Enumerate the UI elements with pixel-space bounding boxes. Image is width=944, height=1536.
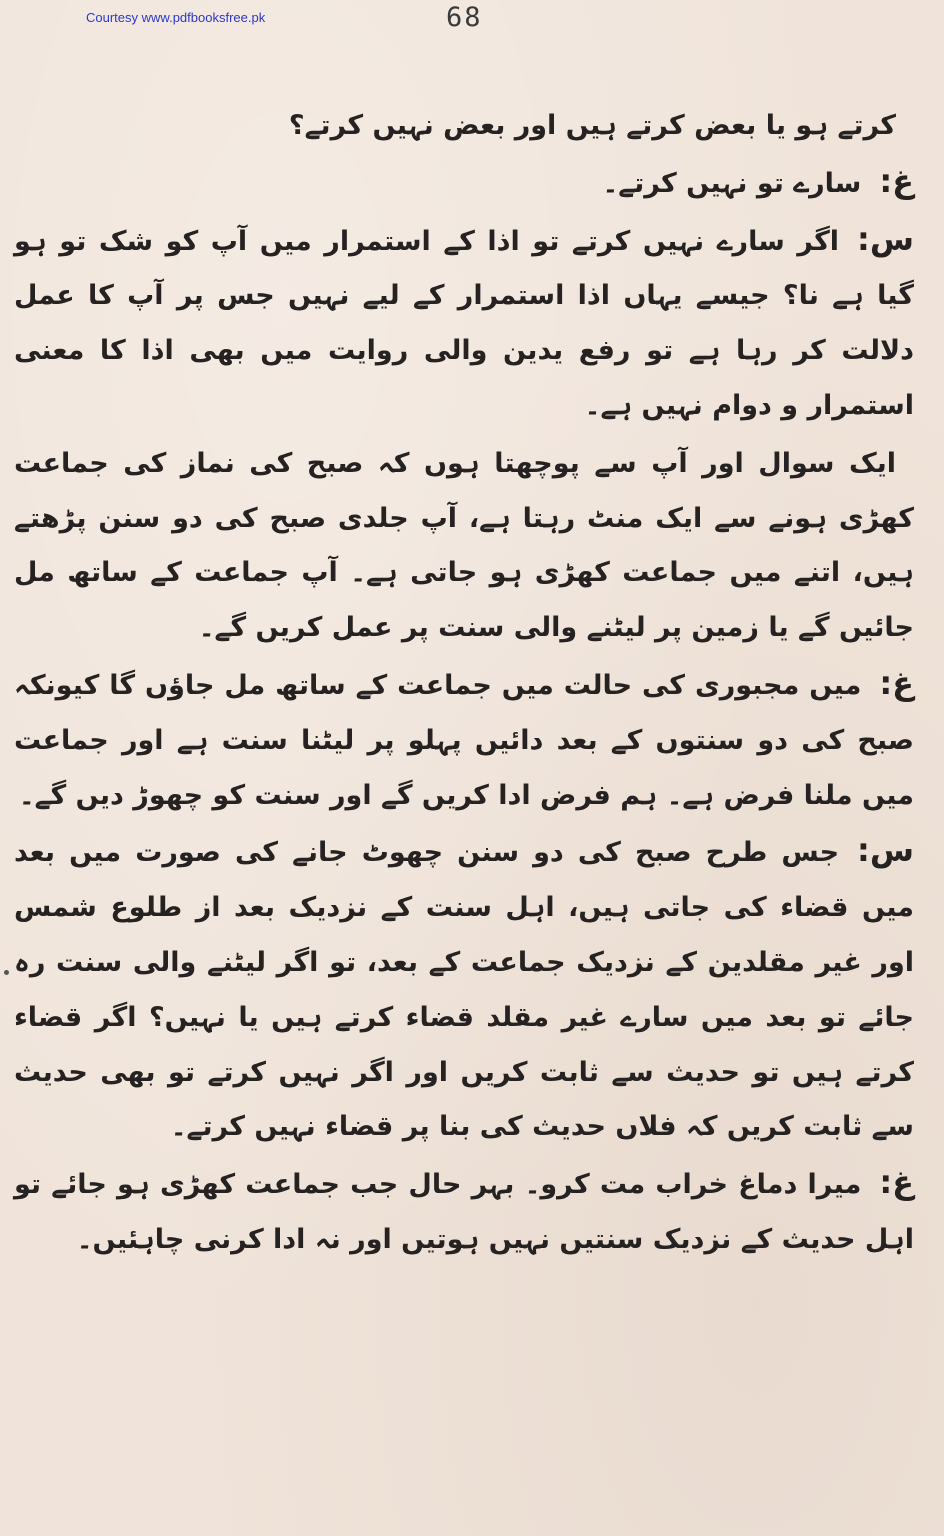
paragraph-text: جس طرح صبح کی دو سنن چھوٹ جانے کی صورت میں بعد میں قضاء کی جاتی ہیں، اہل سنت کے نزدیک بعد از طلوع شمس اور غیر مقلدین کے نزدیک جماعت کے بعد، تو اگر لیٹنے والی سنت رہ جائے تو بعد میں سارے غیر مقلد قضاء کرتے ہیں یا نہیں؟ اگر قضاء کرتے ہیں تو حدیث سے ثابت کریں اور اگر نہیں کرتے تو بھی حدیث سے ثابت کریں کہ فلاں حدیث کی بنا پر قضاء نہیں کرتے۔ xyxy=(14,837,914,1143)
page-number: 68 xyxy=(446,2,483,33)
paragraph-text: میرا دماغ خراب مت کرو۔ بہر حال جب جماعت کھڑی ہو جائے تو اہل حدیث کے نزدیک سنتیں نہیں ہوتیں اور نہ ادا کرنی چاہئیں۔ xyxy=(14,1169,914,1255)
speaker-label: س: xyxy=(857,219,914,258)
paragraph-6 xyxy=(14,823,914,1155)
paragraph-text: سارے تو نہیں کرتے۔ xyxy=(602,167,862,199)
paragraph-5 xyxy=(14,656,914,823)
paragraph-7 xyxy=(14,1155,914,1268)
page-body xyxy=(14,96,914,1516)
paragraph-3 xyxy=(14,212,914,434)
speaker-label: غ: xyxy=(879,1163,914,1202)
paragraph-text: میں مجبوری کی حالت میں جماعت کے ساتھ مل جاؤں گا کیونکہ صبح کی دو سنتوں کے بعد دائیں پہلو پر لیٹنا سنت ہے اور جماعت میں ملنا فرض ہے۔ ہم فرض ادا کریں گے اور سنت کو چھوڑ دیں گے۔ xyxy=(14,669,914,811)
margin-dot xyxy=(4,970,9,975)
speaker-label: س: xyxy=(857,831,914,870)
speaker-label: غ: xyxy=(879,161,914,200)
paragraph-text: ایک سوال اور آپ سے پوچھتا ہوں کہ صبح کی نماز کی جماعت کھڑی ہونے سے ایک منٹ رہتا ہے، آپ جلدی صبح کی دو سنن پڑھتے ہیں، اتنے میں جماعت کھڑی ہو جاتی ہے۔ آپ جماعت کے ساتھ مل جائیں گے یا زمین پر لیٹنے والی سنت پر عمل کریں گے۔ xyxy=(14,447,914,644)
paragraph-2 xyxy=(14,154,914,212)
courtesy-watermark: Courtesy www.pdfbooksfree.pk xyxy=(86,10,266,25)
paragraph-text: اگر سارے نہیں کرتے تو اذا کے استمرار میں آپ کو شک تو ہو گیا ہے نا؟ جیسے یہاں اذا استمرار کے لیے نہیں جس پر آپ کا عمل دلالت کر رہا ہے تو رفع یدین والی روایت میں بھی اذا کا معنی استمرار و دوام نہیں ہے۔ xyxy=(14,225,914,421)
speaker-label: غ: xyxy=(879,663,914,702)
paragraph-4 xyxy=(14,434,914,656)
paragraph-1 xyxy=(14,96,914,154)
paragraph-text: کرتے ہو یا بعض کرتے ہیں اور بعض نہیں کرتے؟ xyxy=(288,110,896,141)
